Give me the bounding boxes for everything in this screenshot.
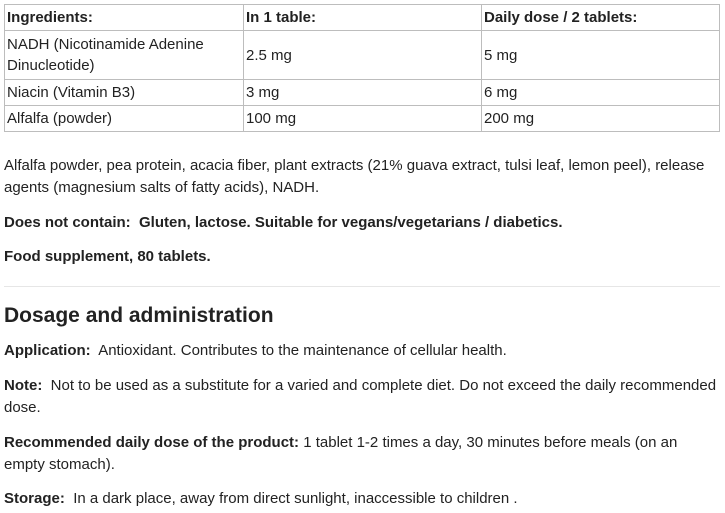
application-text: Antioxidant. Contributes to the maintenance of cellular health. <box>98 342 507 359</box>
ingredient-per-tablet: 3 mg <box>244 80 482 106</box>
header-daily-dose: Daily dose / 2 tablets: <box>482 5 720 31</box>
note-label: Note: <box>4 377 43 394</box>
storage-info <box>4 488 720 510</box>
dose-info <box>4 432 720 476</box>
ingredients-table <box>4 4 720 132</box>
storage-label: Storage: <box>4 490 65 507</box>
allergen-info <box>4 212 720 234</box>
note-text: Not to be used as a substitute for a varied and complete diet. Do not exceed the daily recommended dose. <box>4 377 717 416</box>
composition-text: Alfalfa powder, pea protein, acacia fiber, plant extracts (21% guava extract, tulsi leaf, lemon peel), release agents (magnesium salts of fatty acids), NADH. <box>4 157 705 196</box>
ingredient-per-tablet: 100 mg <box>244 106 482 132</box>
ingredient-name: NADH (Nicotinamide Adenine Dinucleotide) <box>5 31 244 80</box>
dose-label: Recommended daily dose of the product: <box>4 434 300 451</box>
dose-text: 1 tablet 1-2 times a day, 30 minutes before meals (on an empty stomach). <box>4 434 678 473</box>
table-row <box>5 31 720 80</box>
table-row <box>5 80 720 106</box>
section-title: Dosage and administration <box>4 304 274 327</box>
note-info <box>4 375 720 419</box>
allergen-text: Gluten, lactose. Suitable for vegans/vegetarians / diabetics. <box>139 214 563 231</box>
application-info <box>4 340 720 362</box>
allergen-label: Does not contain: <box>4 214 131 231</box>
ingredient-name: Alfalfa (powder) <box>5 106 244 132</box>
storage-text: In a dark place, away from direct sunlight, inaccessible to children . <box>73 490 518 507</box>
ingredient-daily-dose: 6 mg <box>482 80 720 106</box>
ingredient-daily-dose: 5 mg <box>482 31 720 80</box>
ingredient-daily-dose: 200 mg <box>482 106 720 132</box>
divider <box>4 286 720 287</box>
ingredient-per-tablet: 2.5 mg <box>244 31 482 80</box>
table-header-row <box>5 5 720 31</box>
ingredient-name: Niacin (Vitamin B3) <box>5 80 244 106</box>
package-text: Food supplement, 80 tablets. <box>4 248 211 265</box>
table-row <box>5 106 720 132</box>
header-per-tablet: In 1 table: <box>244 5 482 31</box>
header-ingredients: Ingredients: <box>5 5 244 31</box>
application-label: Application: <box>4 342 91 359</box>
